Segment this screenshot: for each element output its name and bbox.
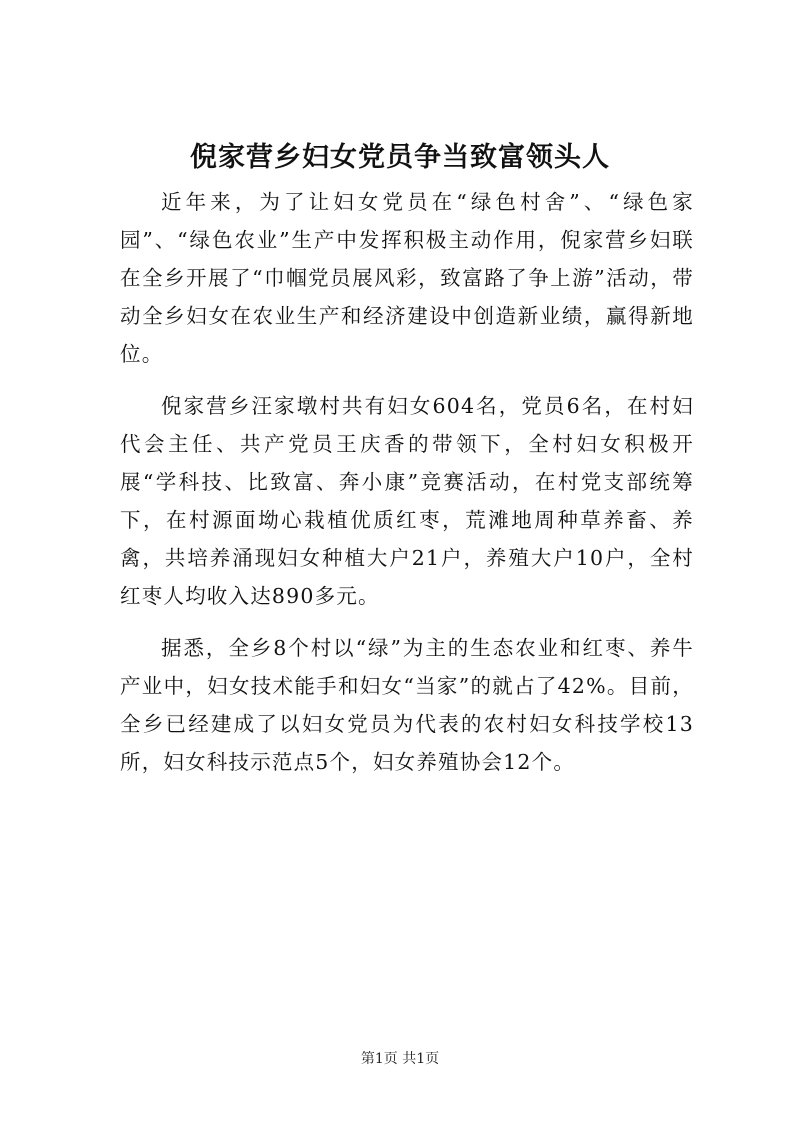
paragraph-1: 近年来，为了让妇女党员在“绿色村舍”、“绿色家园”、“绿色农业”生产中发挥积极主动作用，倪家营乡妇联在全乡开展了“巾帼党员展风彩，致富路了争上游”活动，带动全乡妇女在农业生产和经济建设中创造新业绩，赢得新地位。	[120, 190, 694, 366]
page-footer: 第1页 共1页	[360, 1051, 440, 1067]
document-body	[120, 183, 694, 795]
paragraph-3: 据悉，全乡8个村以“绿”为主的生态农业和红枣、养牛产业中，妇女技术能手和妇女“当家”的就占了42%。目前，全乡已经建成了以妇女党员为代表的农村妇女科技学校13所，妇女科技示范点5个，妇女养殖协会12个。	[120, 636, 694, 774]
page-title: 倪家营乡妇女党员争当致富领头人	[190, 142, 610, 173]
paragraph-2: 倪家营乡汪家墩村共有妇女604名，党员6名，在村妇代会主任、共产党员王庆香的带领下，全村妇女积极开展“学科技、比致富、奔小康”竞赛活动，在村党支部统筹下，在村源面坳心栽植优质红枣，荒滩地周种草养畜、养禽，共培养涌现妇女种植大户21户，养殖大户10户，全村红枣人均收入达890多元。	[120, 394, 694, 608]
